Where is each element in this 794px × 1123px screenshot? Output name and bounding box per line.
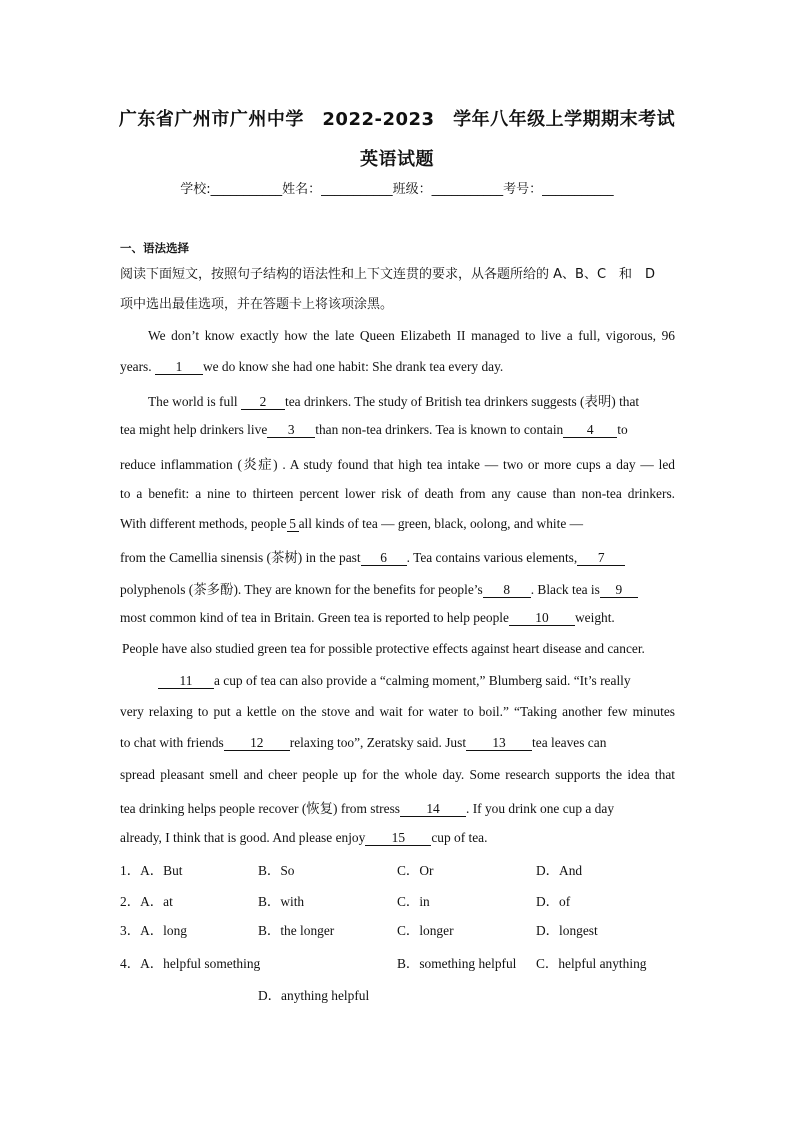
blank-11: 11 bbox=[158, 674, 214, 689]
question-2-option-a[interactable]: 2．A．at bbox=[120, 894, 173, 909]
passage-line: years. 1 we do know she had one habit: She drank tea every day. bbox=[120, 359, 504, 374]
instruction-line: 阅读下面短文，按照句子结构的语法性和上下文连贯的要求，从各题所给的 A、B、C 和 D bbox=[120, 267, 656, 282]
passage-line: People have also studied green tea for possible protective effects against heart disease and cancer. bbox=[122, 641, 645, 656]
blank-15: 15 bbox=[365, 831, 431, 846]
question-2-option-d[interactable]: D．of bbox=[536, 894, 571, 909]
instruction-line: 项中选出最佳选项，并在答题卡上将该项涂黑。 bbox=[120, 297, 394, 312]
question-3-option-c[interactable]: C．longer bbox=[397, 923, 454, 938]
blank-3: 3 bbox=[267, 423, 315, 438]
student-info-line: 学校:___________姓名：___________班级：___________考号：___________ bbox=[180, 182, 614, 197]
question-1-option-d[interactable]: D．And bbox=[536, 863, 583, 878]
passage-line: to chat with friends 12 relaxing too”, Zeratsky said. Just 13 tea leaves can bbox=[120, 735, 607, 750]
question-1-option-b[interactable]: B．So bbox=[258, 863, 295, 878]
question-4-option-a[interactable]: 4．A．helpful something bbox=[120, 956, 261, 971]
question-3-option-b[interactable]: B．the longer bbox=[258, 923, 335, 938]
blank-13: 13 bbox=[466, 736, 532, 751]
passage-line: very relaxing to put a kettle on the stove and wait for water to boil.” “Taking another few minutes bbox=[120, 704, 675, 719]
question-2-option-c[interactable]: C．in bbox=[397, 894, 430, 909]
question-2-option-b[interactable]: B．with bbox=[258, 894, 305, 909]
passage-line: We don’t know exactly how the late Queen Elizabeth II managed to live a full, vigorous, 96 bbox=[148, 328, 675, 343]
blank-4: 4 bbox=[563, 423, 617, 438]
question-4-option-c[interactable]: C．helpful anything bbox=[536, 956, 647, 971]
blank-14: 14 bbox=[400, 802, 466, 817]
passage-line: 11 a cup of tea can also provide a “calming moment,” Blumberg said. “It’s really bbox=[158, 673, 675, 689]
blank-9: 9 bbox=[600, 583, 638, 598]
question-1-option-a[interactable]: 1．A．But bbox=[120, 863, 183, 878]
passage-line: already, I think that is good. And please enjoy 15 cup of tea. bbox=[120, 830, 488, 845]
passage-line: spread pleasant smell and cheer people up for the whole day. Some research supports the idea that bbox=[120, 767, 675, 782]
passage-line: tea might help drinkers live 3 than non-tea drinkers. Tea is known to contain 4 to bbox=[120, 422, 628, 437]
blank-5: 5 bbox=[287, 517, 299, 532]
passage-line: With different methods, people 5 all kinds of tea — green, black, oolong, and white — bbox=[120, 516, 584, 531]
passage-line: tea drinking helps people recover (恢复) from stress 14 . If you drink one cup a day bbox=[120, 801, 615, 816]
question-3-option-a[interactable]: 3．A．long bbox=[120, 923, 187, 938]
blank-2: 2 bbox=[241, 395, 285, 410]
blank-8: 8 bbox=[483, 583, 531, 598]
passage-line: reduce inflammation (炎症) . A study found that high tea intake — two or more cups a day — led bbox=[120, 457, 675, 472]
question-1-option-c[interactable]: C．Or bbox=[397, 863, 434, 878]
passage-line: from the Camellia sinensis (茶树) in the past 6 . Tea contains various elements, 7 bbox=[120, 547, 675, 566]
blank-6: 6 bbox=[361, 551, 407, 566]
passage-line: to a benefit: a nine to thirteen percent lower risk of death from any cause than non-tea drinkers. bbox=[120, 486, 675, 501]
section-heading: 一、语法选择 bbox=[120, 241, 189, 255]
passage-line: The world is full 2 tea drinkers. The study of British tea drinkers suggests (表明) that bbox=[148, 394, 640, 409]
blank-12: 12 bbox=[224, 736, 290, 751]
question-3-option-d[interactable]: D．longest bbox=[536, 923, 598, 938]
question-4-option-b[interactable]: B．something helpful bbox=[397, 956, 517, 971]
exam-title: 广东省广州市广州中学 2022-2023 学年八年级上学期期末考试 bbox=[118, 109, 676, 130]
passage-line: most common kind of tea in Britain. Green tea is reported to help people 10 weight. bbox=[120, 610, 615, 625]
blank-10: 10 bbox=[509, 611, 575, 626]
blank-1: 1 bbox=[155, 360, 203, 375]
question-4-option-d[interactable]: D．anything helpful bbox=[258, 988, 370, 1003]
exam-subject-title: 英语试题 bbox=[360, 149, 434, 170]
blank-7: 7 bbox=[577, 551, 625, 566]
passage-line: polyphenols (茶多酚). They are known for the benefits for people’s 8 . Black tea is 9 bbox=[120, 579, 675, 598]
